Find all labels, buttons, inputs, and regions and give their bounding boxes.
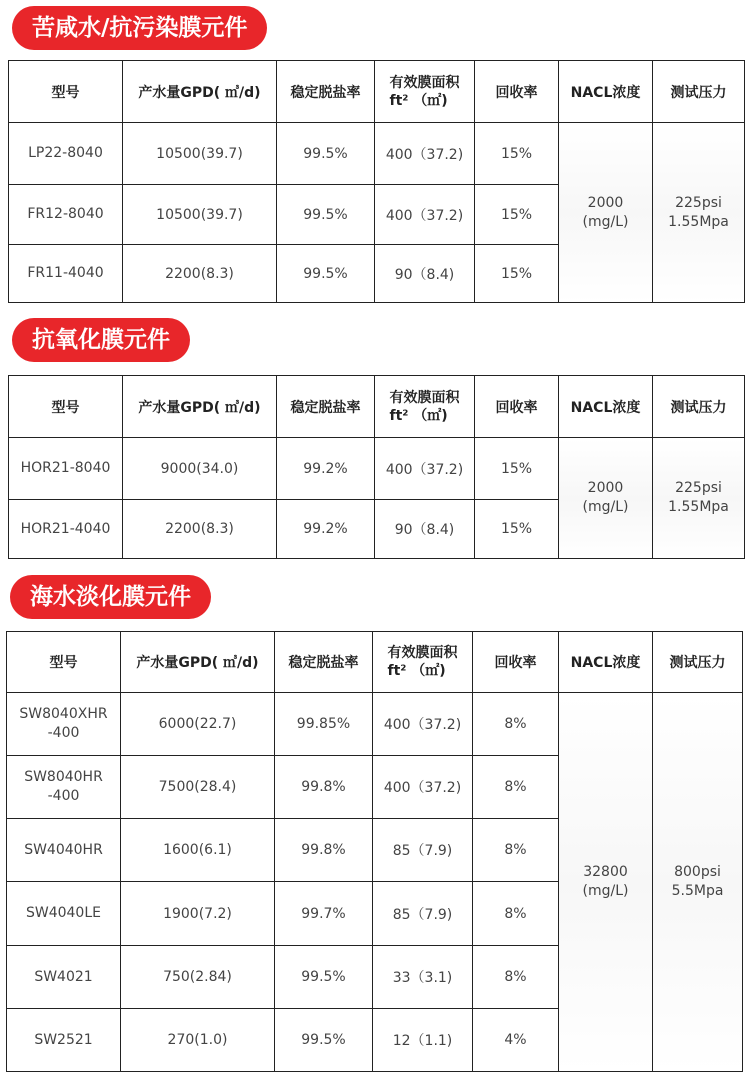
cell-area: 85（7.9) [373, 882, 473, 946]
cell-model: SW2521 [7, 1009, 121, 1072]
cell-model: SW4040HR [7, 819, 121, 882]
cell-area: 400（37.2) [375, 185, 475, 245]
cell-area: 400（37.2) [375, 123, 475, 185]
cell-area: 400（37.2) [373, 693, 473, 756]
cell-flow: 270(1.0) [121, 1009, 275, 1072]
cell-recovery: 8% [473, 882, 559, 946]
table-header-row [7, 632, 743, 693]
header-recovery: 回收率 [475, 376, 559, 438]
header-membrane-area: 有效膜面积 ft² （㎡) [373, 632, 473, 693]
cell-flow: 10500(39.7) [123, 123, 277, 185]
cell-flow: 1600(6.1) [121, 819, 275, 882]
cell-salt: 99.5% [275, 1009, 373, 1072]
cell-pressure: 800psi 5.5Mpa [653, 693, 743, 1072]
header-model: 型号 [7, 632, 121, 693]
cell-flow: 2200(8.3) [123, 500, 277, 559]
header-membrane-area: 有效膜面积 ft² （㎡) [375, 61, 475, 123]
cell-model: SW8040HR -400 [7, 756, 121, 819]
cell-recovery: 15% [475, 438, 559, 500]
header-flow: 产水量GPD( ㎥/d) [123, 376, 277, 438]
cell-area: 400（37.2) [373, 756, 473, 819]
cell-recovery: 15% [475, 500, 559, 559]
cell-recovery: 8% [473, 693, 559, 756]
table-row [9, 438, 745, 500]
table-row [7, 693, 743, 756]
cell-salt: 99.2% [277, 500, 375, 559]
spec-table-antioxidation [8, 375, 745, 559]
section-title-brackish: 苦咸水/抗污染膜元件 [12, 6, 267, 50]
cell-nacl: 2000 (mg/L) [559, 123, 653, 303]
header-salt-rejection: 稳定脱盐率 [275, 632, 373, 693]
cell-model: SW4040LE [7, 882, 121, 946]
cell-salt: 99.2% [277, 438, 375, 500]
header-flow: 产水量GPD( ㎥/d) [123, 61, 277, 123]
header-flow: 产水量GPD( ㎥/d) [121, 632, 275, 693]
cell-area: 400（37.2) [375, 438, 475, 500]
cell-model: LP22-8040 [9, 123, 123, 185]
header-nacl: NACL浓度 [559, 376, 653, 438]
cell-model: HOR21-8040 [9, 438, 123, 500]
cell-pressure: 225psi 1.55Mpa [653, 438, 745, 559]
header-recovery: 回收率 [473, 632, 559, 693]
cell-salt: 99.5% [277, 245, 375, 303]
header-model: 型号 [9, 376, 123, 438]
cell-nacl: 32800 (mg/L) [559, 693, 653, 1072]
cell-flow: 7500(28.4) [121, 756, 275, 819]
header-membrane-area: 有效膜面积 ft² （㎡) [375, 376, 475, 438]
table-header-row [9, 376, 745, 438]
cell-area: 12（1.1) [373, 1009, 473, 1072]
cell-pressure: 225psi 1.55Mpa [653, 123, 745, 303]
header-salt-rejection: 稳定脱盐率 [277, 61, 375, 123]
cell-area: 90（8.4) [375, 245, 475, 303]
cell-recovery: 15% [475, 185, 559, 245]
cell-recovery: 15% [475, 245, 559, 303]
cell-salt: 99.5% [277, 185, 375, 245]
cell-recovery: 8% [473, 819, 559, 882]
cell-flow: 2200(8.3) [123, 245, 277, 303]
cell-model: SW4021 [7, 946, 121, 1009]
header-model: 型号 [9, 61, 123, 123]
cell-recovery: 8% [473, 946, 559, 1009]
cell-model: FR11-4040 [9, 245, 123, 303]
cell-model: FR12-8040 [9, 185, 123, 245]
cell-flow: 10500(39.7) [123, 185, 277, 245]
header-nacl: NACL浓度 [559, 61, 653, 123]
cell-flow: 750(2.84) [121, 946, 275, 1009]
header-pressure: 测试压力 [653, 632, 743, 693]
cell-model: SW8040XHR -400 [7, 693, 121, 756]
cell-area: 85（7.9) [373, 819, 473, 882]
cell-area: 33（3.1) [373, 946, 473, 1009]
cell-area: 90（8.4) [375, 500, 475, 559]
cell-salt: 99.8% [275, 756, 373, 819]
header-salt-rejection: 稳定脱盐率 [277, 376, 375, 438]
cell-flow: 1900(7.2) [121, 882, 275, 946]
cell-salt: 99.7% [275, 882, 373, 946]
section-title-seawater: 海水淡化膜元件 [10, 575, 211, 619]
cell-salt: 99.8% [275, 819, 373, 882]
table-header-row [9, 61, 745, 123]
header-pressure: 测试压力 [653, 376, 745, 438]
cell-nacl: 2000 (mg/L) [559, 438, 653, 559]
cell-model: HOR21-4040 [9, 500, 123, 559]
cell-recovery: 8% [473, 756, 559, 819]
cell-flow: 9000(34.0) [123, 438, 277, 500]
cell-recovery: 15% [475, 123, 559, 185]
cell-recovery: 4% [473, 1009, 559, 1072]
header-pressure: 测试压力 [653, 61, 745, 123]
table-row [9, 123, 745, 185]
cell-salt: 99.85% [275, 693, 373, 756]
cell-flow: 6000(22.7) [121, 693, 275, 756]
cell-salt: 99.5% [277, 123, 375, 185]
header-nacl: NACL浓度 [559, 632, 653, 693]
spec-table-seawater [6, 631, 743, 1072]
header-recovery: 回收率 [475, 61, 559, 123]
cell-salt: 99.5% [275, 946, 373, 1009]
spec-table-brackish [8, 60, 745, 303]
section-title-antioxidation: 抗氧化膜元件 [12, 318, 190, 362]
